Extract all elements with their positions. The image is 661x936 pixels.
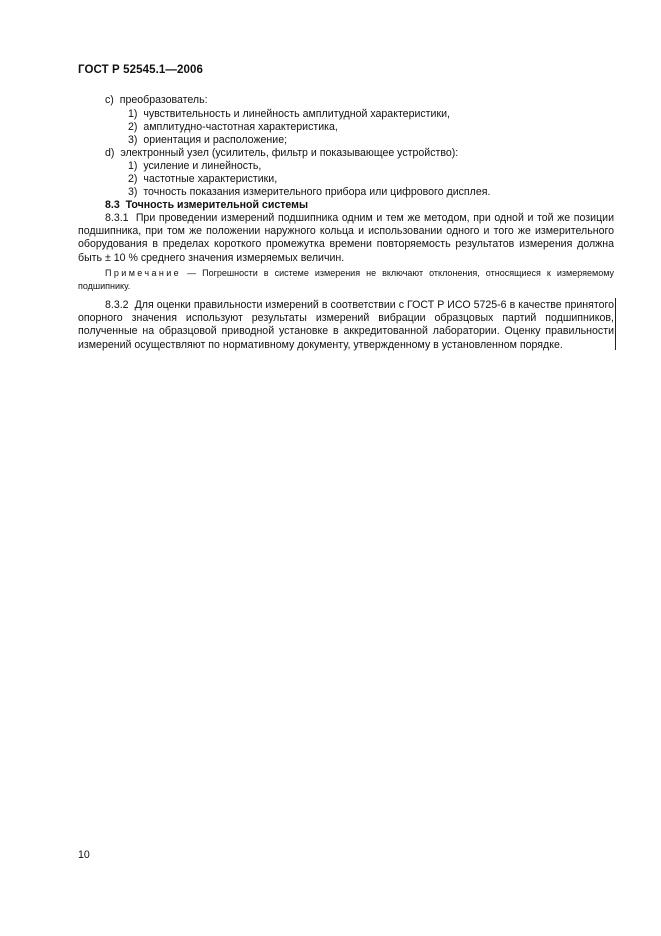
list-marker: 1) [128, 108, 138, 120]
list-marker: 3) [128, 186, 138, 198]
note-text: — Погрешности в системе измерения не включают отклонения, относящиеся к измеряемому подшипнику. [78, 268, 614, 291]
paragraph-8-3-2 [78, 299, 614, 352]
list-marker: 2) [128, 121, 138, 133]
list-item-text: преобразователь: [119, 94, 208, 106]
list-marker: 2) [128, 173, 138, 185]
paragraph-number: 8.3.2 [105, 299, 129, 311]
list-item-text: амплитудно-частотная характеристика, [143, 121, 338, 133]
section-heading [105, 199, 308, 212]
list-item-text: электронный узел (усилитель, фильтр и показывающее устройство): [120, 147, 459, 159]
list-marker: d) [105, 147, 115, 159]
page-number: 10 [78, 849, 90, 861]
list-subitem [128, 160, 261, 173]
page-header: ГОСТ Р 52545.1—2006 [78, 64, 203, 76]
paragraph-text: Для оценки правильности измерений в соответствии с ГОСТ Р ИСО 5725-6 в качестве принятого опорного значения используют результаты измерений вибрации образцовых партий подшипников, полученные на образцовой приводной установке в аккредитованной лаборатории. Оценку правильности измерений осуществляют по нормативному документу, утвержденному в установленном порядке. [78, 299, 614, 351]
list-item-c [105, 94, 208, 107]
list-item-d [105, 147, 458, 160]
list-subitem [128, 186, 490, 199]
paragraph-number: 8.3.1 [105, 212, 129, 224]
note-label: Примечание [105, 268, 182, 278]
list-item-text: ориентация и расположение; [143, 134, 288, 146]
list-marker: c) [105, 94, 114, 106]
paragraph-8-3-1 [78, 212, 614, 265]
change-bar [615, 298, 616, 350]
note [78, 267, 614, 292]
section-number: 8.3 [105, 199, 120, 211]
list-item-text: точность показания измерительного прибора или цифрового дисплея. [143, 186, 491, 198]
list-item-text: чувствительность и линейность амплитудной характеристики, [143, 108, 450, 120]
list-subitem [128, 108, 450, 121]
section-title: Точность измерительной системы [125, 199, 309, 211]
list-subitem [128, 134, 287, 147]
list-subitem [128, 121, 338, 134]
list-marker: 3) [128, 134, 138, 146]
list-subitem [128, 173, 277, 186]
list-marker: 1) [128, 160, 138, 172]
list-item-text: усиление и линейность, [143, 160, 262, 172]
paragraph-text: При проведении измерений подшипника одним и тем же методом, при одной и той же позиции подшипника, при том же положении наружного кольца и использовании одного и того же измерительного оборудования в пределах короткого промежутка времени повторяемость результатов измерения должна быть ± 10 % среднего значения измеряемых величин. [78, 212, 614, 264]
list-item-text: частотные характеристики, [143, 173, 278, 185]
